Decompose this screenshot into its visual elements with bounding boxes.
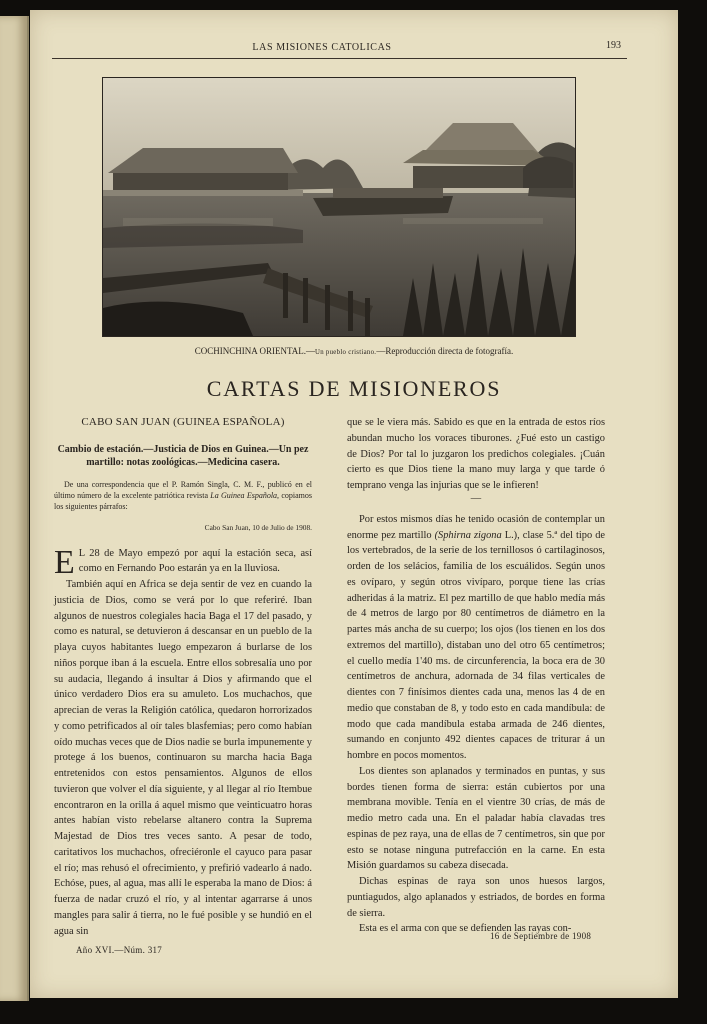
paragraph: Esta es el arma con que se defienden las rayas con-	[359, 923, 572, 935]
photo-caption	[30, 346, 678, 356]
paragraph	[347, 512, 605, 764]
paragraph: Dichas espinas de raya son unos huesos largos, puntiagudos, algo aplanados y estriados, de bordes en forma de sierra.	[347, 876, 605, 919]
paragraph-text: Por estos mismos días he tenido ocasión de contemplar un enorme pez martillo	[347, 513, 605, 541]
paragraph: Los dientes son aplanados y terminados en puntas, y sus bordes tienen forma de sierra: están cubiertos por una membrana movible. Tenía en el vientre 30 crías, de más de medio metro cada una. En el paladar había clavadas tres espinas de pez raya, una de ellas de 7 centímetros, sin que por esto se notase ninguna putrefacción en la carne. En esta Misión guardamos su cabeza disecada.	[347, 765, 605, 872]
volume-number: Año XVI.—Núm. 317	[76, 945, 163, 955]
species-name: (Sphirna zigona	[434, 529, 502, 541]
right-column	[347, 415, 605, 937]
paragraph	[54, 543, 312, 581]
caption-tail: —Reproducción directa de fotografía.	[376, 346, 514, 356]
drop-cap: E	[54, 543, 75, 581]
issue-date: 16 de Septiembre de 1908	[490, 931, 592, 941]
note-journal-name: La Guinea Española	[210, 490, 278, 500]
dateline: Cabo San Juan, 10 de Julio de 1908.	[204, 522, 312, 532]
note-text: De una correspondencia que el P. Ramón Singla, C. M. F., publicó en el último número de la excelente patriótica revista	[54, 479, 312, 500]
section-title: CABO SAN JUAN (GUINEA ESPAÑOLA)	[81, 416, 285, 428]
adjacent-page-edge	[0, 16, 29, 1001]
left-column	[54, 415, 312, 939]
village-photograph	[102, 77, 576, 337]
paragraph: También aquí en Africa se deja sentir de vez en cuando la justicia de Dios, como se verá por lo que referiré. Iban algunos de nuestros colegiales hacia Baga el 17 del pasado, y como es natural, se detuvieron á descansar en un pueblo de la playa cuyos habitantes luego empezaron á burlarse de los niños porque iban á la escuela. Entre ellos sobresalía uno por su audacia, llegando á insultar á Dios y afirmando que el único verdadero Dios era su amuleto. Los muchachos, que aprecian de veras la Religión católica, quedaron horrorizados y como petrificados al oír tales blasfemias; pero como habían oído muchas veces que de Dios nadie se burla impunemente y protege á los buenos, continuaron su marcha hacia Baga entretenidos con estos pensamientos. Algunos de ellos tuvieron que volver el día siguiente, y al llegar al río Itembue encontraron en la orilla á aquel mismo que veinticuatro horas antes habían visto rebelarse altanero contra la Suprema Majestad de Dios tres veces santo. A pesar de todo, caritativos los muchachos, ofreciéronle el cayuco para pasar el río; mas rehusó el ofrecimiento, y prefirió vadearlo á nado. Echóse, pues, al agua, mas allí le esperaba la mano de Dios: á fuerza de nadar cruzó el río, y al intentar agarrarse á unos mangles para salir á tierra, no le fué posible y se hundió en el agua sin	[54, 579, 312, 937]
caption-small-caps: Un pueblo cristiano.	[315, 349, 377, 356]
paragraph: que se le viera más. Sabido es que en la entrada de estos ríos abundan mucho los voraces tiburones. ¿Fué esto un castigo de Dios? Por tal lo juzgaron los predichos colegiales. ¡Cuán cierto es que Dios tiene la mano muy larga y que tarde ó temprano venga las injurias que se le infieren!	[347, 417, 605, 491]
section-separator: —	[470, 492, 482, 504]
paragraph-text-end: L.), clase 5.ª del tipo de los vertebrados, de la serie de los ternillosos ó cartilaginosos, orden de los selácios, familia de los escuálidos. Según unos es ovíparo, y según otros vivíparo, porque tiene las crías adheridas á la matriz. El pez martillo de que hablo medía más de 4 metros de largo por 80 centímetros de diámetro en la partes más ancha de su cuerpo; los ojos (los tienen en los dos extremos del martillo), distaban uno del otro 65 centímetros; el cuello medía 1'40 ms. de circunferencia, la boca era de 30 centímetros de anchura, adornada de 34 filas verticales de dientes con 7 finísimos dientes cada una, menos las 4 de en medio que constaban de 8, y todo esto en cada mandíbula: de modo que cada mandíbula estaba armada de 246 dientes, sumando en conjunto 492 dientes capaces de triturar á un hombre en pocos momentos.	[347, 529, 605, 761]
journal-page	[30, 10, 678, 998]
article-summary: Cambio de estación.—Justicia de Dios en Guinea.—Un pez martillo: notas zoológicas.—Medicina casera.	[57, 443, 309, 468]
page-number: 193	[606, 40, 621, 51]
header-rule	[52, 58, 627, 59]
journal-title: LAS MISIONES CATOLICAS	[252, 42, 392, 53]
note-text-end: , copiamos los siguientes párrafos:	[54, 490, 312, 511]
editorial-note	[54, 479, 312, 512]
article-heading: CARTAS DE MISIONEROS	[206, 376, 502, 401]
paragraph-text: L 28 de Mayo empezó por aquí la estación seca, así como en Fernando Poo estarán ya en la lluviosa.	[78, 547, 312, 575]
caption-main: COCHINCHINA ORIENTAL.—	[194, 346, 315, 356]
running-header	[30, 10, 678, 70]
